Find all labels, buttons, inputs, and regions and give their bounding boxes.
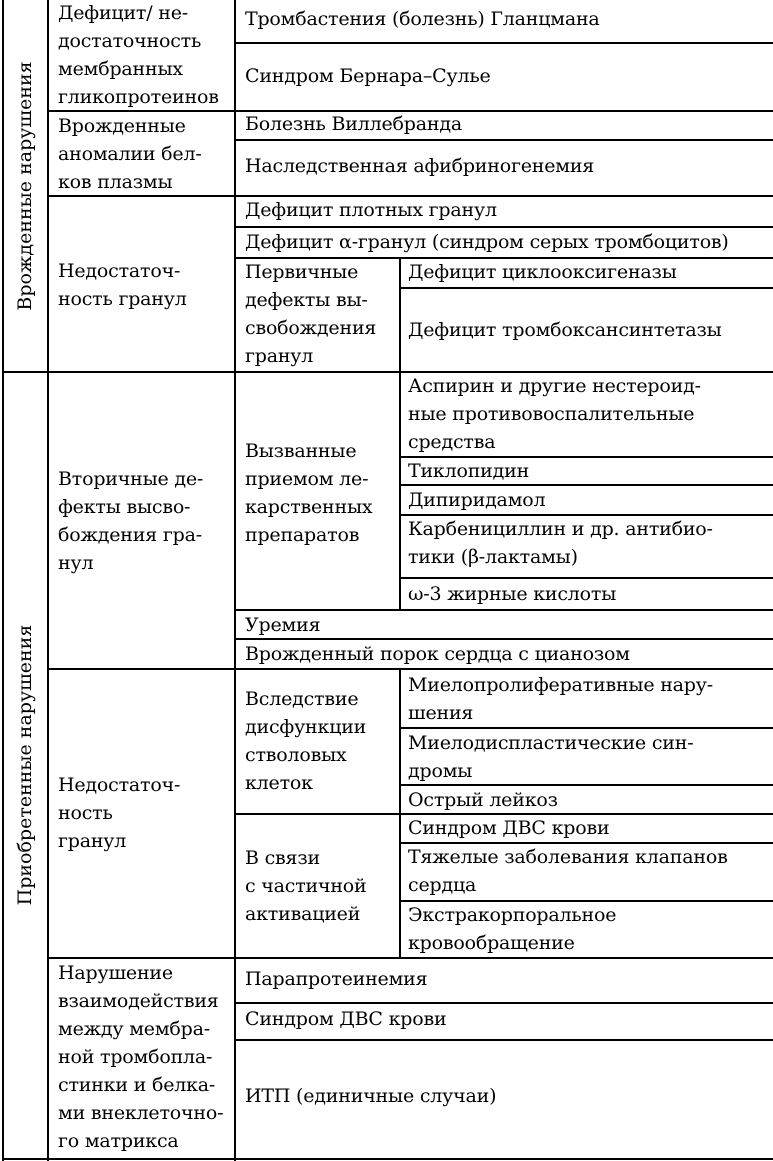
category-granule-deficiency: Недостаточ- ность гранул xyxy=(58,260,187,310)
cell-dense-granules: Дефицит плотных гранул xyxy=(245,199,497,221)
table-border-bottom xyxy=(2,1158,773,1160)
cell-myeloproliferative: Миелопролиферативные нару- шения xyxy=(408,674,713,724)
cell-myelodysplastic: Миелодиспластические син- дромы xyxy=(408,732,694,782)
cell-omega3: ω-3 жирные кислоты xyxy=(408,583,617,605)
cell-carbenicillin: Карбенициллин и др. антибио- тики (β-лактамы) xyxy=(408,518,713,568)
row-separator xyxy=(399,287,773,289)
cell-uremia: Уремия xyxy=(245,614,321,636)
cat-separator xyxy=(47,668,773,670)
category-acquired-granule-deficiency: Недостаточ- ность гранул xyxy=(58,774,181,852)
cell-thromboxane-synthase: Дефицит тромбоксансинтетазы xyxy=(408,319,722,341)
sub-stem-cell-dysfunction: Вследствие дисфункции стволовых клеток xyxy=(245,688,367,794)
row-separator xyxy=(234,42,773,44)
cell-afibrinogenemia: Наследственная афибриногенемия xyxy=(245,155,595,177)
sub-partial-activation: В связи с частичной активацией xyxy=(245,847,367,925)
cell-bernard-soulier: Синдром Бернара–Сулье xyxy=(245,65,491,87)
row-separator xyxy=(234,1039,773,1041)
group-column-divider xyxy=(47,0,49,1161)
category-column-divider xyxy=(234,0,236,1161)
row-separator xyxy=(234,139,773,141)
sub-column-divider-drugs xyxy=(399,372,401,610)
cell-alpha-granules: Дефицит α-гранул (синдром серых тромбоцитов) xyxy=(245,231,729,253)
category-membrane-glycoproteins: Дефицит/ не- достаточность мембранных гликопротеинов xyxy=(58,2,219,108)
sub-primary-release: Первичные дефекты вы- свобождения гранул xyxy=(245,261,377,367)
cell-glanzmann: Тромбастения (болезнь) Гланцмана xyxy=(245,8,600,30)
category-matrix-interaction: Нарушение взаимодействия между мембра- ной тромбопла- стинки и белка- ми внеклеточно- го матрикса xyxy=(58,962,224,1152)
category-plasma-proteins: Врожденные аномалии бел- ков плазмы xyxy=(58,115,202,193)
group-label-acquired: Приобретенные нарушения xyxy=(14,624,36,906)
cell-dipyridamole: Дипиридамол xyxy=(408,489,546,511)
cell-valve-disease: Тяжелые заболевания клапанов сердца xyxy=(408,846,728,896)
cell-cyclooxygenase: Дефицит циклооксигеназы xyxy=(408,261,677,283)
cell-paraproteinemia: Парапротеинемия xyxy=(245,968,428,990)
cell-ticlopidine: Тиклопидин xyxy=(408,460,530,482)
table-border-left xyxy=(2,0,4,1161)
sub-drug-induced: Вызванные приемом ле- карственных препаратов xyxy=(245,440,373,546)
row-separator xyxy=(399,577,773,579)
cell-acute-leukemia: Острый лейкоз xyxy=(408,789,558,811)
cell-von-willebrand: Болезнь Виллебранда xyxy=(245,113,462,135)
cell-extracorporeal: Экстракорпоральное кровообращение xyxy=(408,904,617,954)
sub-column-divider-congenital xyxy=(399,258,401,372)
cell-congenital-heart-defect: Врожденный порок сердца с цианозом xyxy=(245,643,630,665)
cell-itp: ИТП (единичные случаи) xyxy=(245,1085,497,1107)
group-label-congenital: Врожденные нарушения xyxy=(14,61,36,311)
cell-dic: Синдром ДВС крови xyxy=(408,817,610,839)
cell-aspirin-nsaid: Аспирин и другие нестероид- ные противовоспалительные средства xyxy=(408,375,701,453)
row-separator xyxy=(234,1002,773,1004)
cell-dic-2: Синдром ДВС крови xyxy=(245,1008,447,1030)
category-secondary-release: Вторичные де- фекты высво- бождения гра- нул xyxy=(58,468,204,574)
